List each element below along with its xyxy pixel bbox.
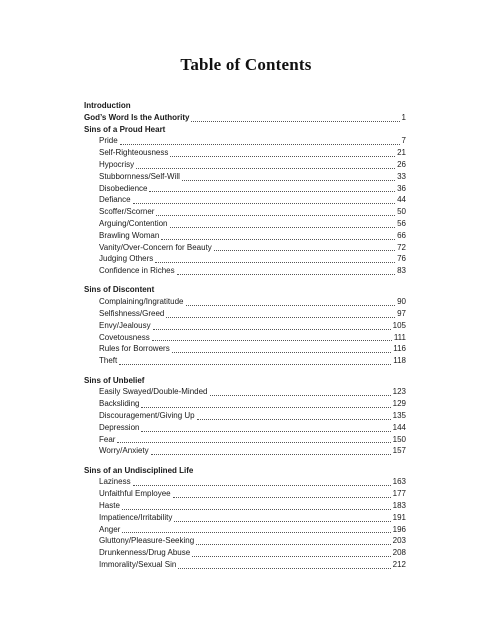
dot-leader — [186, 298, 396, 306]
toc-entry-label: Vanity/Over-Concern for Beauty — [99, 242, 212, 252]
toc-entry-page: 123 — [392, 387, 406, 397]
section-heading: Introduction — [84, 101, 131, 110]
toc-entry-label: Self-Righteousness — [99, 148, 169, 158]
dot-leader — [177, 267, 395, 275]
dot-leader — [214, 243, 395, 251]
toc-entry-label: Easily Swayed/Double-Minded — [99, 387, 208, 397]
toc-entry-label: Worry/Anxiety — [99, 446, 149, 456]
toc-entry-label: Laziness — [99, 477, 131, 487]
dot-leader — [119, 357, 391, 365]
dot-leader — [120, 137, 400, 145]
dot-leader — [172, 345, 392, 353]
toc-entry-page: 50 — [397, 207, 406, 217]
toc-entry-page: 208 — [392, 548, 406, 558]
toc-entry[interactable] — [84, 159, 406, 171]
dot-leader — [155, 255, 395, 263]
toc-entry-page: 177 — [392, 489, 406, 499]
toc-entry[interactable] — [84, 308, 406, 320]
dot-leader — [122, 525, 390, 533]
toc-sections — [84, 124, 406, 571]
toc-entry[interactable] — [84, 171, 406, 183]
toc-section — [84, 284, 406, 367]
toc-entry-page: 36 — [397, 183, 406, 193]
toc-entry-page: 105 — [392, 320, 406, 330]
toc-entry[interactable] — [84, 559, 406, 571]
toc-entry-page: 144 — [392, 422, 406, 432]
toc-entry-page: 196 — [392, 524, 406, 534]
dot-leader — [170, 220, 396, 228]
toc-entry-label: Rules for Borrowers — [99, 344, 170, 354]
section-heading: Sins of an Undisciplined Life — [84, 465, 194, 475]
toc-entry[interactable] — [84, 524, 406, 536]
toc-entry[interactable] — [84, 265, 406, 277]
toc-entry-label: Fear — [99, 434, 116, 444]
toc-entry[interactable] — [84, 147, 406, 159]
toc-entry-page: 1 — [401, 112, 406, 122]
section-heading: Sins of Unbelief — [84, 375, 145, 385]
toc-entry[interactable] — [84, 410, 406, 422]
toc-entry-label: Selfishness/Greed — [99, 309, 165, 319]
toc-entry[interactable] — [84, 512, 406, 524]
toc-entry-label: Brawling Woman — [99, 230, 160, 240]
dot-leader — [197, 412, 391, 420]
toc-entry-label: Haste — [99, 501, 120, 510]
toc-entry[interactable] — [84, 320, 406, 332]
toc-entry-label: Immorality/Sexual Sin — [99, 559, 177, 569]
toc-entry-label: Backsliding — [99, 399, 140, 409]
toc-entry[interactable] — [84, 445, 406, 457]
dot-leader — [141, 400, 390, 408]
toc-entry-page: 90 — [397, 297, 406, 307]
dot-leader — [196, 537, 390, 545]
toc-entry-label: Impatience/Irritability — [99, 512, 173, 522]
toc-entry-page: 72 — [397, 242, 406, 252]
toc-entry-page: 212 — [392, 559, 406, 569]
toc-entry-page: 66 — [397, 230, 406, 240]
toc-entry[interactable] — [84, 332, 406, 344]
toc-entry[interactable] — [84, 476, 406, 488]
toc-entry-page: 21 — [397, 148, 406, 158]
dot-leader — [192, 549, 390, 557]
toc-section-introduction — [84, 100, 406, 124]
toc-entry-label: Complaining/Ingratitude — [99, 297, 184, 307]
toc-entry-page: 111 — [393, 332, 406, 342]
toc-entry[interactable] — [84, 112, 406, 124]
toc-entry[interactable] — [84, 547, 406, 559]
toc-entry-label: Disobedience — [99, 183, 148, 193]
dot-leader — [133, 196, 396, 204]
toc-entry[interactable] — [84, 253, 406, 265]
dot-leader — [173, 490, 391, 498]
toc-entry-page: 26 — [397, 159, 406, 169]
toc-entry-page: 191 — [392, 512, 406, 522]
toc-entry-label: Unfaithful Employee — [99, 489, 171, 499]
toc-entry[interactable] — [84, 183, 406, 195]
dot-leader — [178, 561, 390, 569]
toc-entry-label: Stubbornness/Self-Will — [99, 171, 180, 181]
toc-entry-page: 150 — [392, 434, 406, 444]
dot-leader — [166, 310, 395, 318]
dot-leader — [191, 114, 399, 122]
dot-leader — [133, 478, 391, 486]
toc-section — [84, 375, 406, 458]
toc-entry-page: 135 — [392, 410, 406, 420]
toc-entry-label: Anger — [99, 524, 121, 534]
dot-leader — [170, 149, 395, 157]
page-title: Table of Contents — [180, 55, 312, 74]
toc-entry[interactable] — [84, 296, 406, 308]
toc-entry-label: Depression — [99, 422, 140, 432]
toc-entry[interactable] — [84, 488, 406, 500]
toc-entry-page: 33 — [397, 171, 406, 181]
dot-leader — [182, 173, 395, 181]
toc-entry[interactable] — [84, 206, 406, 218]
toc-entry-page: 76 — [397, 254, 406, 264]
dot-leader — [153, 322, 391, 330]
toc-entry-label: Pride — [99, 136, 118, 146]
toc-entry-page: 203 — [392, 536, 406, 546]
toc-entry[interactable] — [84, 194, 406, 206]
dot-leader — [117, 435, 390, 443]
toc-entry-label: God’s Word Is the Authority — [84, 112, 190, 122]
toc-entry-page: 163 — [392, 477, 406, 487]
toc-entry[interactable] — [84, 242, 406, 254]
dot-leader — [156, 208, 395, 216]
toc-entry-label: Judging Others — [99, 254, 154, 264]
toc-entry-page: 183 — [392, 501, 406, 510]
toc-section — [84, 465, 406, 571]
toc-entry-page: 7 — [401, 136, 406, 146]
toc-entry[interactable] — [84, 500, 406, 512]
toc-entry-page: 129 — [392, 399, 406, 409]
dot-leader — [152, 333, 392, 341]
toc-entry[interactable] — [84, 218, 406, 230]
toc-entry[interactable] — [84, 135, 406, 147]
toc-entry-label: Defiance — [99, 195, 131, 205]
dot-leader — [151, 447, 391, 455]
dot-leader — [210, 388, 391, 396]
toc-entry-label: Covetousness — [99, 332, 150, 342]
toc-entry-label: Arguing/Contention — [99, 218, 168, 228]
toc-entry-page: 118 — [393, 356, 406, 366]
toc-section — [84, 124, 406, 277]
toc-entry[interactable] — [84, 422, 406, 434]
toc-entry-page: 116 — [393, 344, 406, 354]
toc-entry-label: Envy/Jealousy — [99, 320, 151, 330]
dot-leader — [136, 161, 395, 169]
toc-entry[interactable] — [84, 355, 406, 367]
section-heading: Sins of Discontent — [84, 285, 155, 295]
toc-entry-page: 157 — [392, 446, 406, 456]
toc-entry-page: 56 — [397, 218, 406, 228]
toc-entry[interactable] — [84, 535, 406, 547]
toc-entry-label: Scoffer/Scorner — [99, 207, 155, 217]
toc-entry-label: Confidence in Riches — [99, 266, 175, 276]
toc-entry-page: 83 — [397, 266, 406, 276]
toc-entry-label: Drunkenness/Drug Abuse — [99, 548, 191, 558]
toc-entry-label: Theft — [99, 356, 118, 366]
table-of-contents — [84, 100, 406, 571]
toc-entry-page: 44 — [397, 195, 406, 205]
toc-entry[interactable] — [84, 434, 406, 446]
dot-leader — [174, 514, 390, 522]
section-heading: Sins of a Proud Heart — [84, 124, 166, 134]
toc-entry[interactable] — [84, 343, 406, 355]
toc-entry-label: Hypocrisy — [99, 159, 135, 169]
toc-entry[interactable] — [84, 230, 406, 242]
toc-entry-label: Gluttony/Pleasure-Seeking — [99, 536, 195, 546]
dot-leader — [122, 502, 391, 510]
toc-entry[interactable] — [84, 398, 406, 410]
toc-entry[interactable] — [84, 386, 406, 398]
toc-entry-page: 97 — [397, 309, 406, 319]
dot-leader — [161, 232, 395, 240]
toc-entry-label: Discouragement/Giving Up — [99, 410, 195, 420]
dot-leader — [149, 184, 395, 192]
dot-leader — [141, 424, 390, 432]
